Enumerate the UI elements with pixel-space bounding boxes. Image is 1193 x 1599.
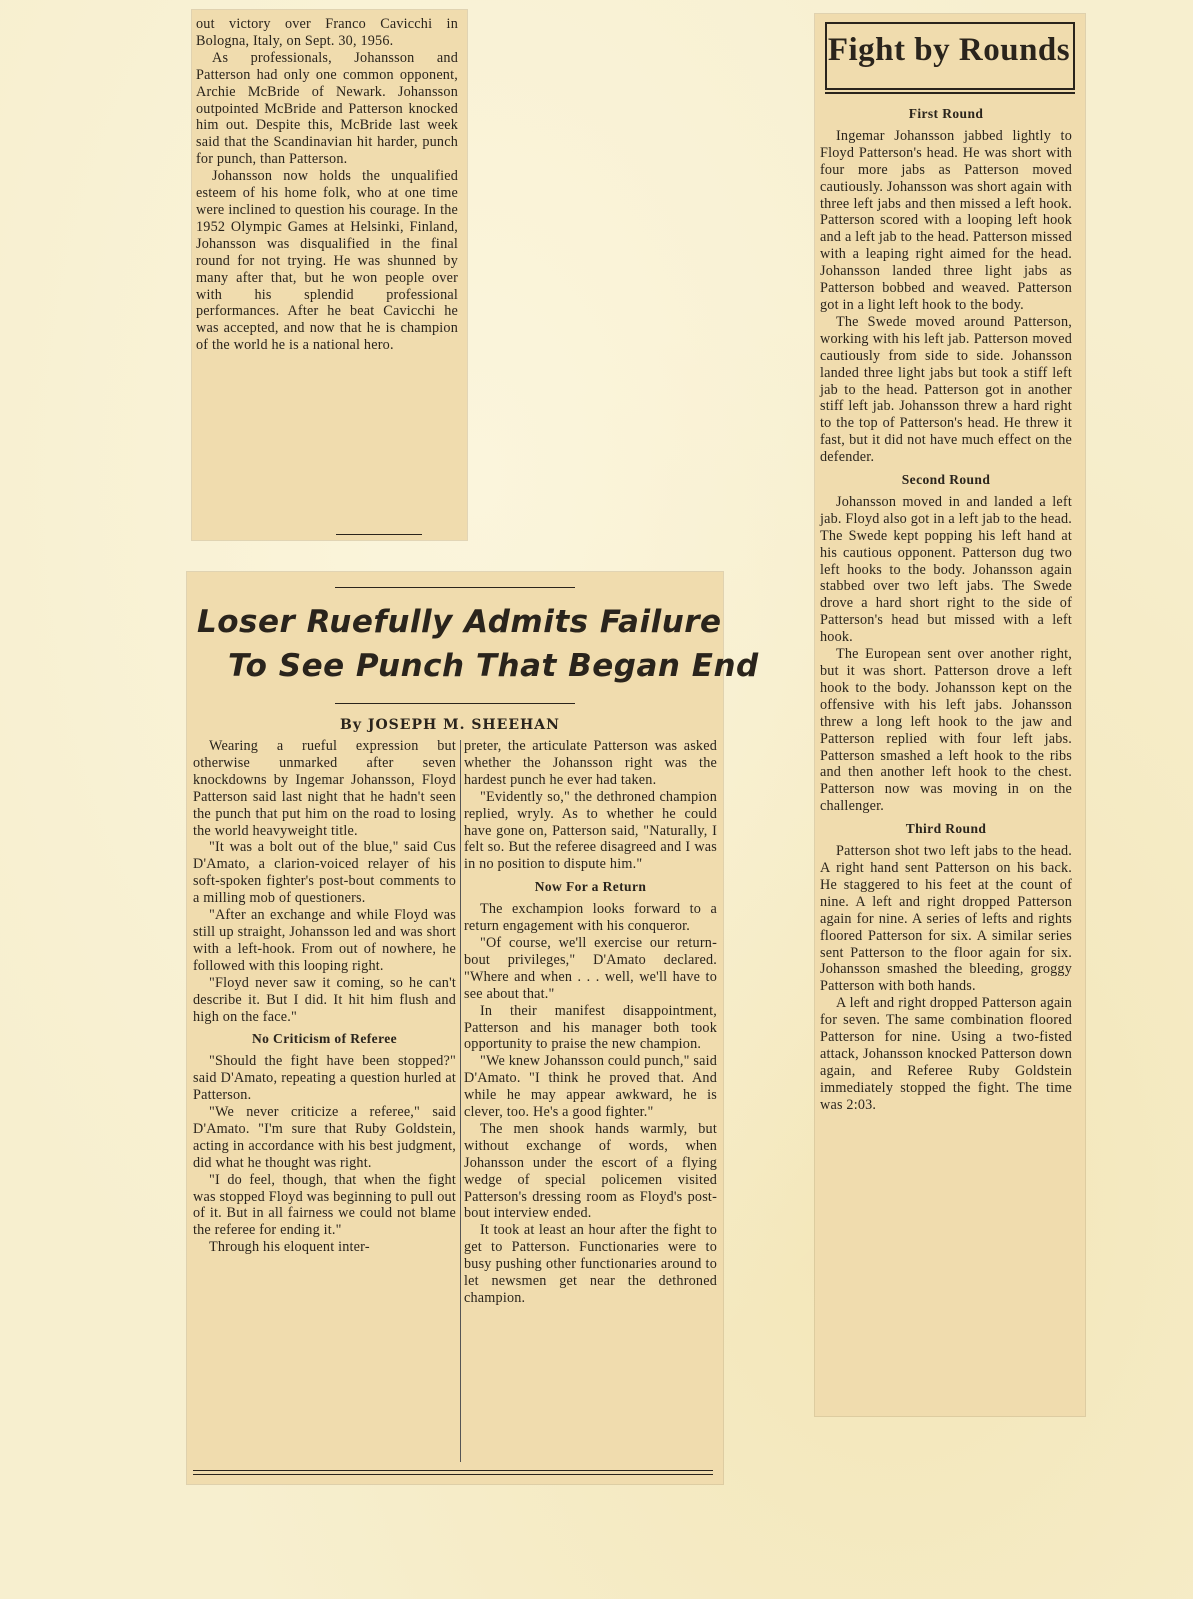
paragraph: Johansson now holds the unqualified esteem of his home folk, who at one time were inclined to question his courage. In the 1952 Olympic Games at Helsinki, Finland, Johansson was disqualified in the final round for not trying. He was shunned by many after that, but he won people over with his splendid professional performances. After he beat Cavicchi he was accepted, and now that he is champion of the world he is a national hero. (196, 168, 458, 354)
subheading: Third Round (905, 821, 987, 837)
paragraph: The exchampion looks forward to a return engagement with his conqueror. (464, 901, 717, 935)
byline: By JOSEPH M. SHEEHAN (340, 717, 560, 733)
paragraph: preter, the articulate Patterson was asked whether the Johansson right was the hardest punch he ever had taken. (464, 738, 717, 788)
article-column-1 (193, 738, 456, 1256)
paragraph: In their manifest disappointment, Patterson and his manager both took opportunity to praise the new champion. (464, 1002, 717, 1053)
fight-by-rounds-title: Fight by Rounds (827, 32, 1071, 68)
headline-top-rule (335, 587, 575, 588)
subheading: Now For a Return (534, 879, 647, 895)
paragraph: A left and right dropped Patterson again for seven. The same combination floored Patterson for nine. Using a two-fisted attack, Johansson knocked Patterson down again, and Referee Ruby Goldstein immediately stopped the fight. The time was 2:03. (820, 995, 1072, 1113)
paragraph: "We knew Johansson could punch," said D'Amato. "I think he proved that. And while he may appear awkward, he is clever, too. He's a good fighter." (464, 1053, 717, 1121)
paragraph: "Should the fight have been stopped?" said D'Amato, repeating a question hurled at Patterson. (193, 1053, 456, 1104)
paragraph: Patterson shot two left jabs to the head. A right hand sent Patterson on his back. He staggered to his feet at the count of nine. A left and right dropped Patterson again for nine. A series of lefts and rights floored Patterson for six. A similar series sent Patterson to the floor again for six. Johansson smashed the bleeding, groggy Patterson with both hands. (820, 843, 1072, 995)
fight-by-rounds-rule (825, 92, 1075, 94)
subheading: First Round (908, 106, 984, 121)
headline-line-2: To See Punch That Began End (228, 648, 759, 684)
article-end-rule-2 (193, 1474, 713, 1475)
paragraph: Johansson moved in and landed a left jab. Floyd also got in a left jab to the head. The Swede kept popping his left hand at his cautious opponent. Patterson dug two left hooks to the body. Johansson again stabbed over two left jabs. The Swede drove a hard short right to the side of Patterson's head but missed with a left hook. (820, 493, 1072, 646)
paragraph: out victory over Franco Cavicchi in Bologna, Italy, on Sept. 30, 1956. (196, 16, 458, 49)
paragraph: "Evidently so," the dethroned champion replied, wryly. As to whether he could have gone on, Patterson said, "Naturally, I felt so. But the referee disagreed and I was in no position to dispute him." (464, 788, 717, 873)
paragraph: Through his eloquent inter- (209, 1239, 370, 1256)
headline-bottom-rule (335, 703, 575, 704)
paragraph: The Swede moved around Patterson, working with his left jab. Patterson moved cautiously from side to side. Johansson landed three light jabs but took a stiff left jab to the head. Patterson got in another stiff left jab. Johansson threw a hard right to the top of Patterson's head. He threw it fast, but it did not have much effect on the defender. (820, 313, 1072, 466)
paragraph: It took at least an hour after the fight to get to Patterson. Functionaries were to busy pushing other functionaries around to let newsmen get near the dethroned champion. (464, 1222, 717, 1306)
paragraph: "Of course, we'll exercise our return-bout privileges," D'Amato declared. "Where and when . . . well, we'll have to see about that." (464, 934, 717, 1002)
article-end-rule-1 (193, 1470, 713, 1471)
article-column-2 (464, 738, 717, 1307)
paragraph: Wearing a rueful expression but otherwise unmarked after seven knockdowns by Ingemar Johansson, Floyd Patterson said last night that he hadn't seen the punch that put him on the road to losing the world heavyweight title. (193, 738, 456, 839)
column-divider (460, 740, 461, 1462)
paragraph: The European sent over another right, but it was short. Patterson drove a left hook to the body. Johansson kept on the offensive with his left jabs. Johansson threw a long left hook to the jaw and Patterson replied with four left jabs. Patterson smashed a left hook to the ribs and then another left hook to the chest. Patterson now was moving in on the challenger. (820, 646, 1072, 815)
headline-line-1: Loser Ruefully Admits Failure (197, 604, 722, 640)
paragraph: "Floyd never saw it coming, so he can't describe it. But I did. It hit him flush and high on the face." (193, 974, 456, 1025)
paragraph: The men shook hands warmly, but without exchange of words, when Johansson under the escort of a flying wedge of special policemen visited Patterson's dressing room as Floyd's post-bout interview ended. (464, 1120, 717, 1222)
paragraph: "We never criticize a referee," said D'Amato. "I'm sure that Ruby Goldstein, acting in accordance with his best judgment, did what he thought was right. (193, 1104, 456, 1171)
continuation-column (196, 16, 458, 354)
paragraph: "After an exchange and while Floyd was still up straight, Johansson led and was short with a left-hook. From out of nowhere, he followed with this looping right. (193, 907, 456, 974)
paragraph: As professionals, Johansson and Patterson had only one common opponent, Archie McBride of Newark. Johansson outpointed McBride and Patterson knocked him out. Despite this, McBride last week said that the Scandinavian hit harder, punch for punch, than Patterson. (196, 49, 458, 168)
rounds-column (820, 100, 1072, 1114)
paragraph: Ingemar Johansson jabbed lightly to Floyd Patterson's head. He was short with four more jabs as Patterson moved cautiously. Johansson was short again with three left jabs and then missed a left hook. Patterson scored with a looping left hook and a left jab to the head. Patterson missed with a leaping right aimed for the head. Johansson landed three light jabs as Patterson bobbed and weaved. Patterson got in a light left hook to the body. (820, 127, 1072, 313)
subheading: No Criticism of Referee (251, 1031, 397, 1047)
paragraph: "It was a bolt out of the blue," said Cus D'Amato, a clarion-voiced relayer of his soft-spoken fighter's post-bout comments to a milling mob of questioners. (193, 839, 456, 907)
paragraph: "I do feel, though, that when the fight was stopped Floyd was beginning to pull out of it. But in all fairness we could not blame the referee for ending it." (193, 1171, 456, 1239)
continuation-end-rule (336, 534, 422, 535)
subheading: Second Round (901, 472, 991, 488)
